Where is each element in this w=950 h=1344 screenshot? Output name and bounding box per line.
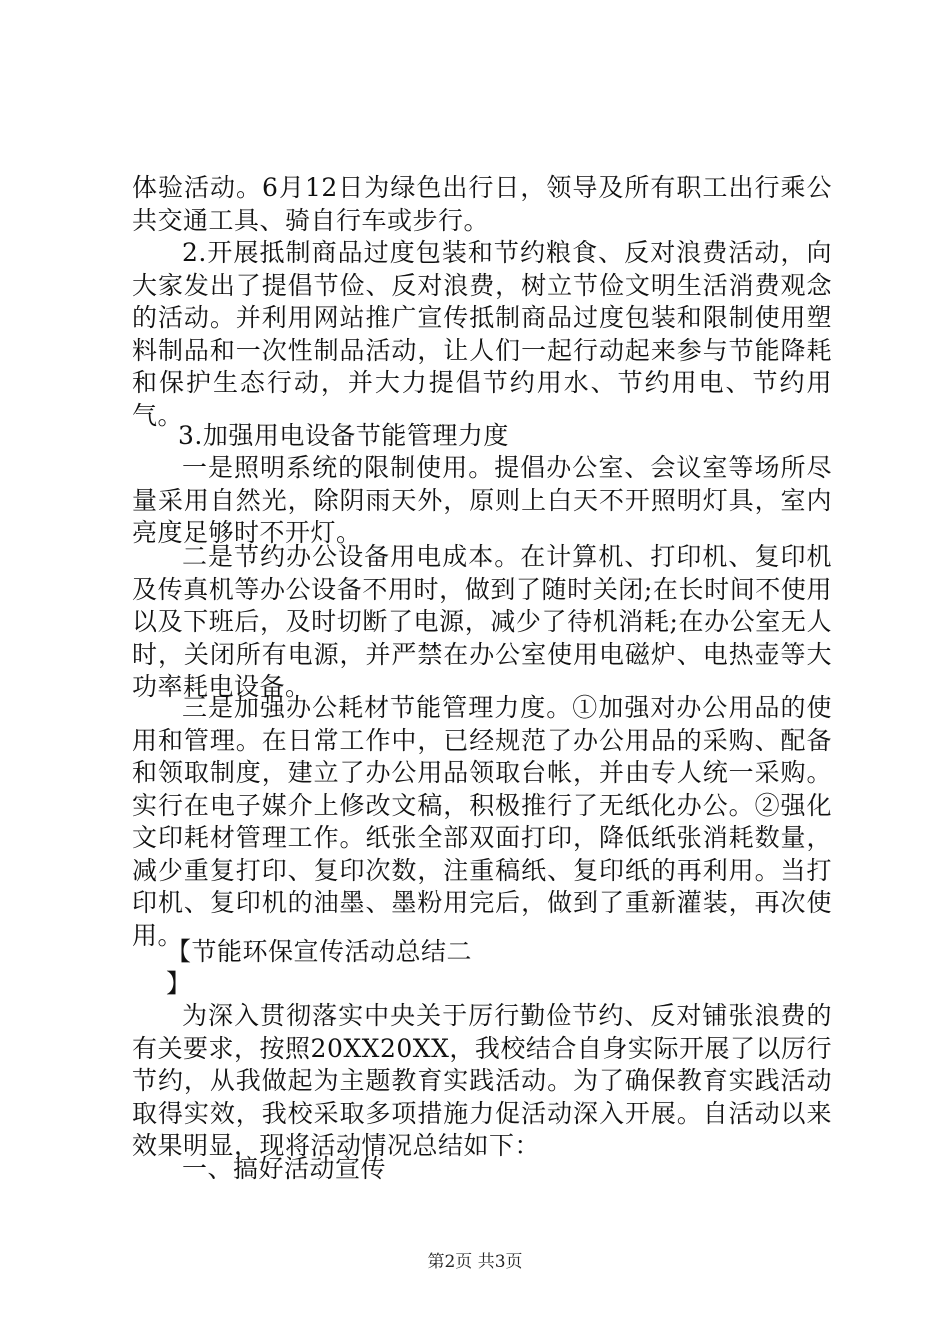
paragraph-office-equipment: 二是节约办公设备用电成本。在计算机、打印机、复印机及传真机等办公设备不用时，做到了随时关闭;在长时间不使用以及下班后，及时切断了电源，减少了待机消耗;在办公室无人时，关闭所有电源，并严禁在办公室使用电磁炉、电热壶等大功率耗电设备。: [132, 542, 832, 701]
section-title-2: 【节能环保宣传活动总结二: [166, 937, 473, 966]
paragraph-1: 体验活动。6月12日为绿色出行日，领导及所有职工出行乘公共交通工具、骑自行车或步行。: [132, 173, 832, 235]
subheading-publicity: 一、搞好活动宣传: [182, 1154, 387, 1183]
paragraph-2: 2.开展抵制商品过度包装和节约粮食、反对浪费活动，向大家发出了提倡节俭、反对浪费，树立节俭文明生活消费观念的活动。并利用网站推广宣传抵制商品过度包装和限制使用塑料制品和一次性制品活动，让人们一起行动起来参与节能降耗和保护生态行动，并大力提倡节约用水、节约用电、节约用气。: [132, 238, 832, 430]
paragraph-intro: 为深入贯彻落实中央关于厉行勤俭节约、反对铺张浪费的有关要求，按照20XX20XX，我校结合自身实际开展了以厉行节约，从我做起为主题教育实践活动。为了确保教育实践活动取得实效，我校采取多项措施力促活动深入开展。自活动以来效果明显，现将活动情况总结如下：: [132, 1001, 832, 1160]
section-title-2-close: 】: [166, 969, 192, 998]
paragraph-consumables: 三是加强办公耗材节能管理力度。①加强对办公用品的使用和管理。在日常工作中，已经规范了办公用品的采购、配备和领取制度，建立了办公用品领取台帐，并由专人统一采购。实行在电子媒介上修改文稿，积极推行了无纸化办公。②强化文印耗材管理工作。纸张全部双面打印，降低纸张消耗数量，减少重复打印、复印次数，注重稿纸、复印纸的再利用。当打印机、复印机的油墨、墨粉用完后，做到了重新灌装，再次使用。: [132, 693, 832, 950]
paragraph-lighting: 一是照明系统的限制使用。提倡办公室、会议室等场所尽量采用自然光，除阴雨天外，原则上白天不开照明灯具，室内亮度足够时不开灯。: [132, 453, 832, 547]
page-footer: 第2页 共3页: [427, 1252, 523, 1272]
section-heading-3: 3.加强用电设备节能管理力度: [178, 421, 509, 450]
